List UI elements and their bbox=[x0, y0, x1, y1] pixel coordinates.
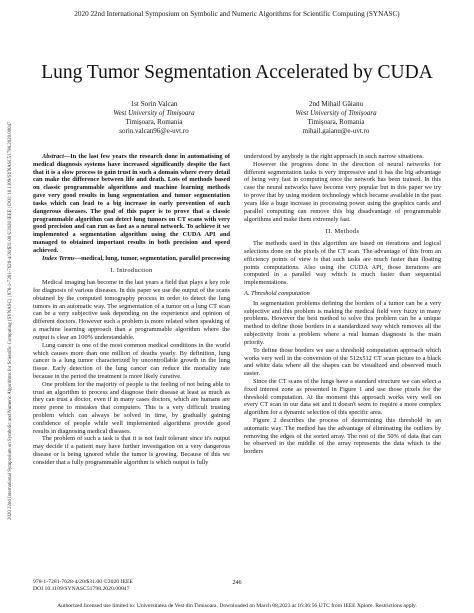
author-name: 2nd Mihail Găianu bbox=[308, 100, 364, 108]
methods-paragraph: Since the CT scans of the lungs have a standard structure we can select a fixed interest zone as presented in Figure 1 and use those pixels for the threshold computation. At the moment this approach works very well on every CT scan in our data set and it doesn't seem to require a more complex algorithm for a dynamic selection of this specific area. bbox=[244, 377, 441, 417]
intro-paragraph: Medical imaging has become in the last years a field that plays a key role for diagnosis of various diseases. In this paper we use the output of the scans obtained by the computed tomography process in order to detect the lung tumors in an automatic way. The segmentation of a tumor on a lung CT scan can be a very subjective task depending on the experience and opinion of different doctors. However such a problem is more related when speaking of a machine learning approach than a programmable algorithm where the output is clear an 100% understandable. bbox=[33, 279, 230, 341]
author-affiliation: West University of Timişoara bbox=[113, 109, 195, 117]
author-email: sorin.valcan96@e-uvt.ro bbox=[119, 127, 189, 135]
abstract-label: Abstract bbox=[42, 153, 64, 160]
left-column bbox=[33, 153, 230, 467]
author-email: mihail.gaianu@e-uvt.ro bbox=[302, 127, 370, 135]
intro-paragraph: One problem for the majority of people is the feeling of not being able to trust an algorithm to process and diagnose their disease at least as much as they can trust a doctor, even if in many cases doctors, which are humans are more prone to mistakes that computers. This is a very difficult trusting problem which can always be solved in time, by gradually gaining confidence of people while well implemented algorithms provide good results in diagnosing medical diseases. bbox=[33, 380, 230, 435]
right-column bbox=[244, 153, 441, 456]
footer-doi: DOI 10.1109/SYNASC51798.2020.00047 bbox=[33, 586, 130, 592]
index-terms bbox=[33, 255, 230, 263]
body-paragraph: understood by anybody is the right approach in such narrow situations. bbox=[244, 153, 424, 160]
sidebar-citation bbox=[6, 80, 15, 520]
conference-header: 2020 22nd International Symposium on Symbolic and Numeric Algorithms for Scientific Computing (SYNASC) bbox=[74, 10, 400, 18]
section-heading-methods: II. Methods bbox=[325, 228, 360, 236]
author-block-2 bbox=[256, 100, 416, 136]
methods-paragraph: The methods used in this algorithm are based on iterations and logical selections done on the pixels of the CT scan. The advantage of this from an efficiency points of view is that such tasks are much faster than floating points computations. Also using the CUDA API, those iterations are computed in a parallel way which is much faster than sequential implementations. bbox=[244, 240, 441, 287]
author-block-1 bbox=[74, 100, 234, 136]
author-affiliation: West University of Timişoara bbox=[295, 109, 377, 117]
abstract-text: —In the last few years the research done in automatising of medical diagnosis systems have increased significantly despite the fact that it is a slow process to gain trust in such a domain where every detail can make the difference between life and death. Lots of methods based on classic programmable algorithms and machine learning methods gave very good results in lung segmentation and tumor segmentation tasks which can lead to a big increase in early prevention of such dangerous diseases. The goal of this paper is to prove that a classic programmable algorithm can detect lung tumors on CT scans with very good precision and can run as fast as a neural network. To achieve it we implemented a segmentation algorithm using the CUDA API and managed to obtained important results in both precision and speed achieved. bbox=[33, 153, 230, 254]
index-terms-label: Index Terms bbox=[42, 254, 75, 262]
methods-paragraph: Figure 2 describes the process of determining this threshold in an automatic way. The method has the advantage of eliminating the outliers by removing the edges of the sorted array. The rest of the 50% of data that can be observed in the middle of the array represents the data which is the borders bbox=[244, 417, 441, 456]
methods-paragraph: To define those borders we use a threshold computation approach which works very well in the conversion of the 512x512 CT scan picture to a black and white data where all the shapes can be visualized and observed much easier. bbox=[244, 346, 441, 378]
section-heading-introduction: I. Introduction bbox=[110, 267, 153, 275]
paper-title: Lung Tumor Segmentation Accelerated by CUDA bbox=[41, 62, 433, 83]
intro-paragraph: Lung cancer is one of the most common medical conditions in the world which causes more than one million of deaths yearly. By definition, lung cancer is a lung tumor characterized by uncontrollable growth in the lung tissue. Early detection of the lung cancer can reduce the mortality rate because in the period the treatment is more likely curative. bbox=[33, 341, 230, 380]
footer-isbn: 978-1-7281-7628-4/20/$31.00 ©2020 IEEE bbox=[33, 579, 133, 585]
subsection-heading-threshold: A. Threshold computation bbox=[244, 290, 310, 297]
sidebar-citation-text: 2020 22nd International Symposium on Symbolic and Numeric Algorithms for Scientific Computing (SYNASC) | 978-1-7281-7628-4/20/$31.00 ©2020 IEEE | DOI: 10.1109/SYNASC51798.2020.00047 bbox=[8, 121, 13, 520]
author-city: Timişoara, Romania bbox=[307, 118, 365, 126]
author-city: Timişoara, Romania bbox=[125, 118, 183, 126]
body-paragraph: However the progress done in the direction of neural networks for different segmentation tasks is very impressive and it has the big advantage of being very fast in computing once the network has been trained. In this case the neural networks have become very popular but in this paper we try to prove that by using modern technology which became available in the past years like a huge increase in processing power using the graphics cards and parallel computing can remove this big disadvantage of programmable algorithms and make them extremely fast. bbox=[244, 160, 441, 223]
license-notice: Authorized licensed use limited to: Universitatea de Vest din Timisoara. Downloaded on March 08,2023 at 16:36:56 UTC from IEEE Xplore. Restrictions apply. bbox=[57, 603, 417, 609]
intro-paragraph: The problem of such a task is that it is not fault tolerant since it's output may decide if a patient may have further investigation on a very dangerous disease or is being ignored while the tumor is growing. Because of this we consider that a fully programmable algorithm is which output is fully bbox=[33, 435, 230, 466]
author-name: 1st Sorin Valcan bbox=[130, 100, 178, 108]
methods-paragraph: In segmentation problems defining the borders of a tumor can be a very subjective and this problem is making the medical field very fuzzy in many problems. However the best method to solve this problem can be a unique method to define those borders in a standardized way which removes all the subjectivity from a problem where a real human diagnosis is the main priority. bbox=[244, 299, 441, 346]
abstract bbox=[33, 153, 230, 255]
page-number: 246 bbox=[232, 579, 242, 586]
index-terms-text: —medical, lung, tumor, segmentation, parallel processing bbox=[74, 254, 230, 262]
